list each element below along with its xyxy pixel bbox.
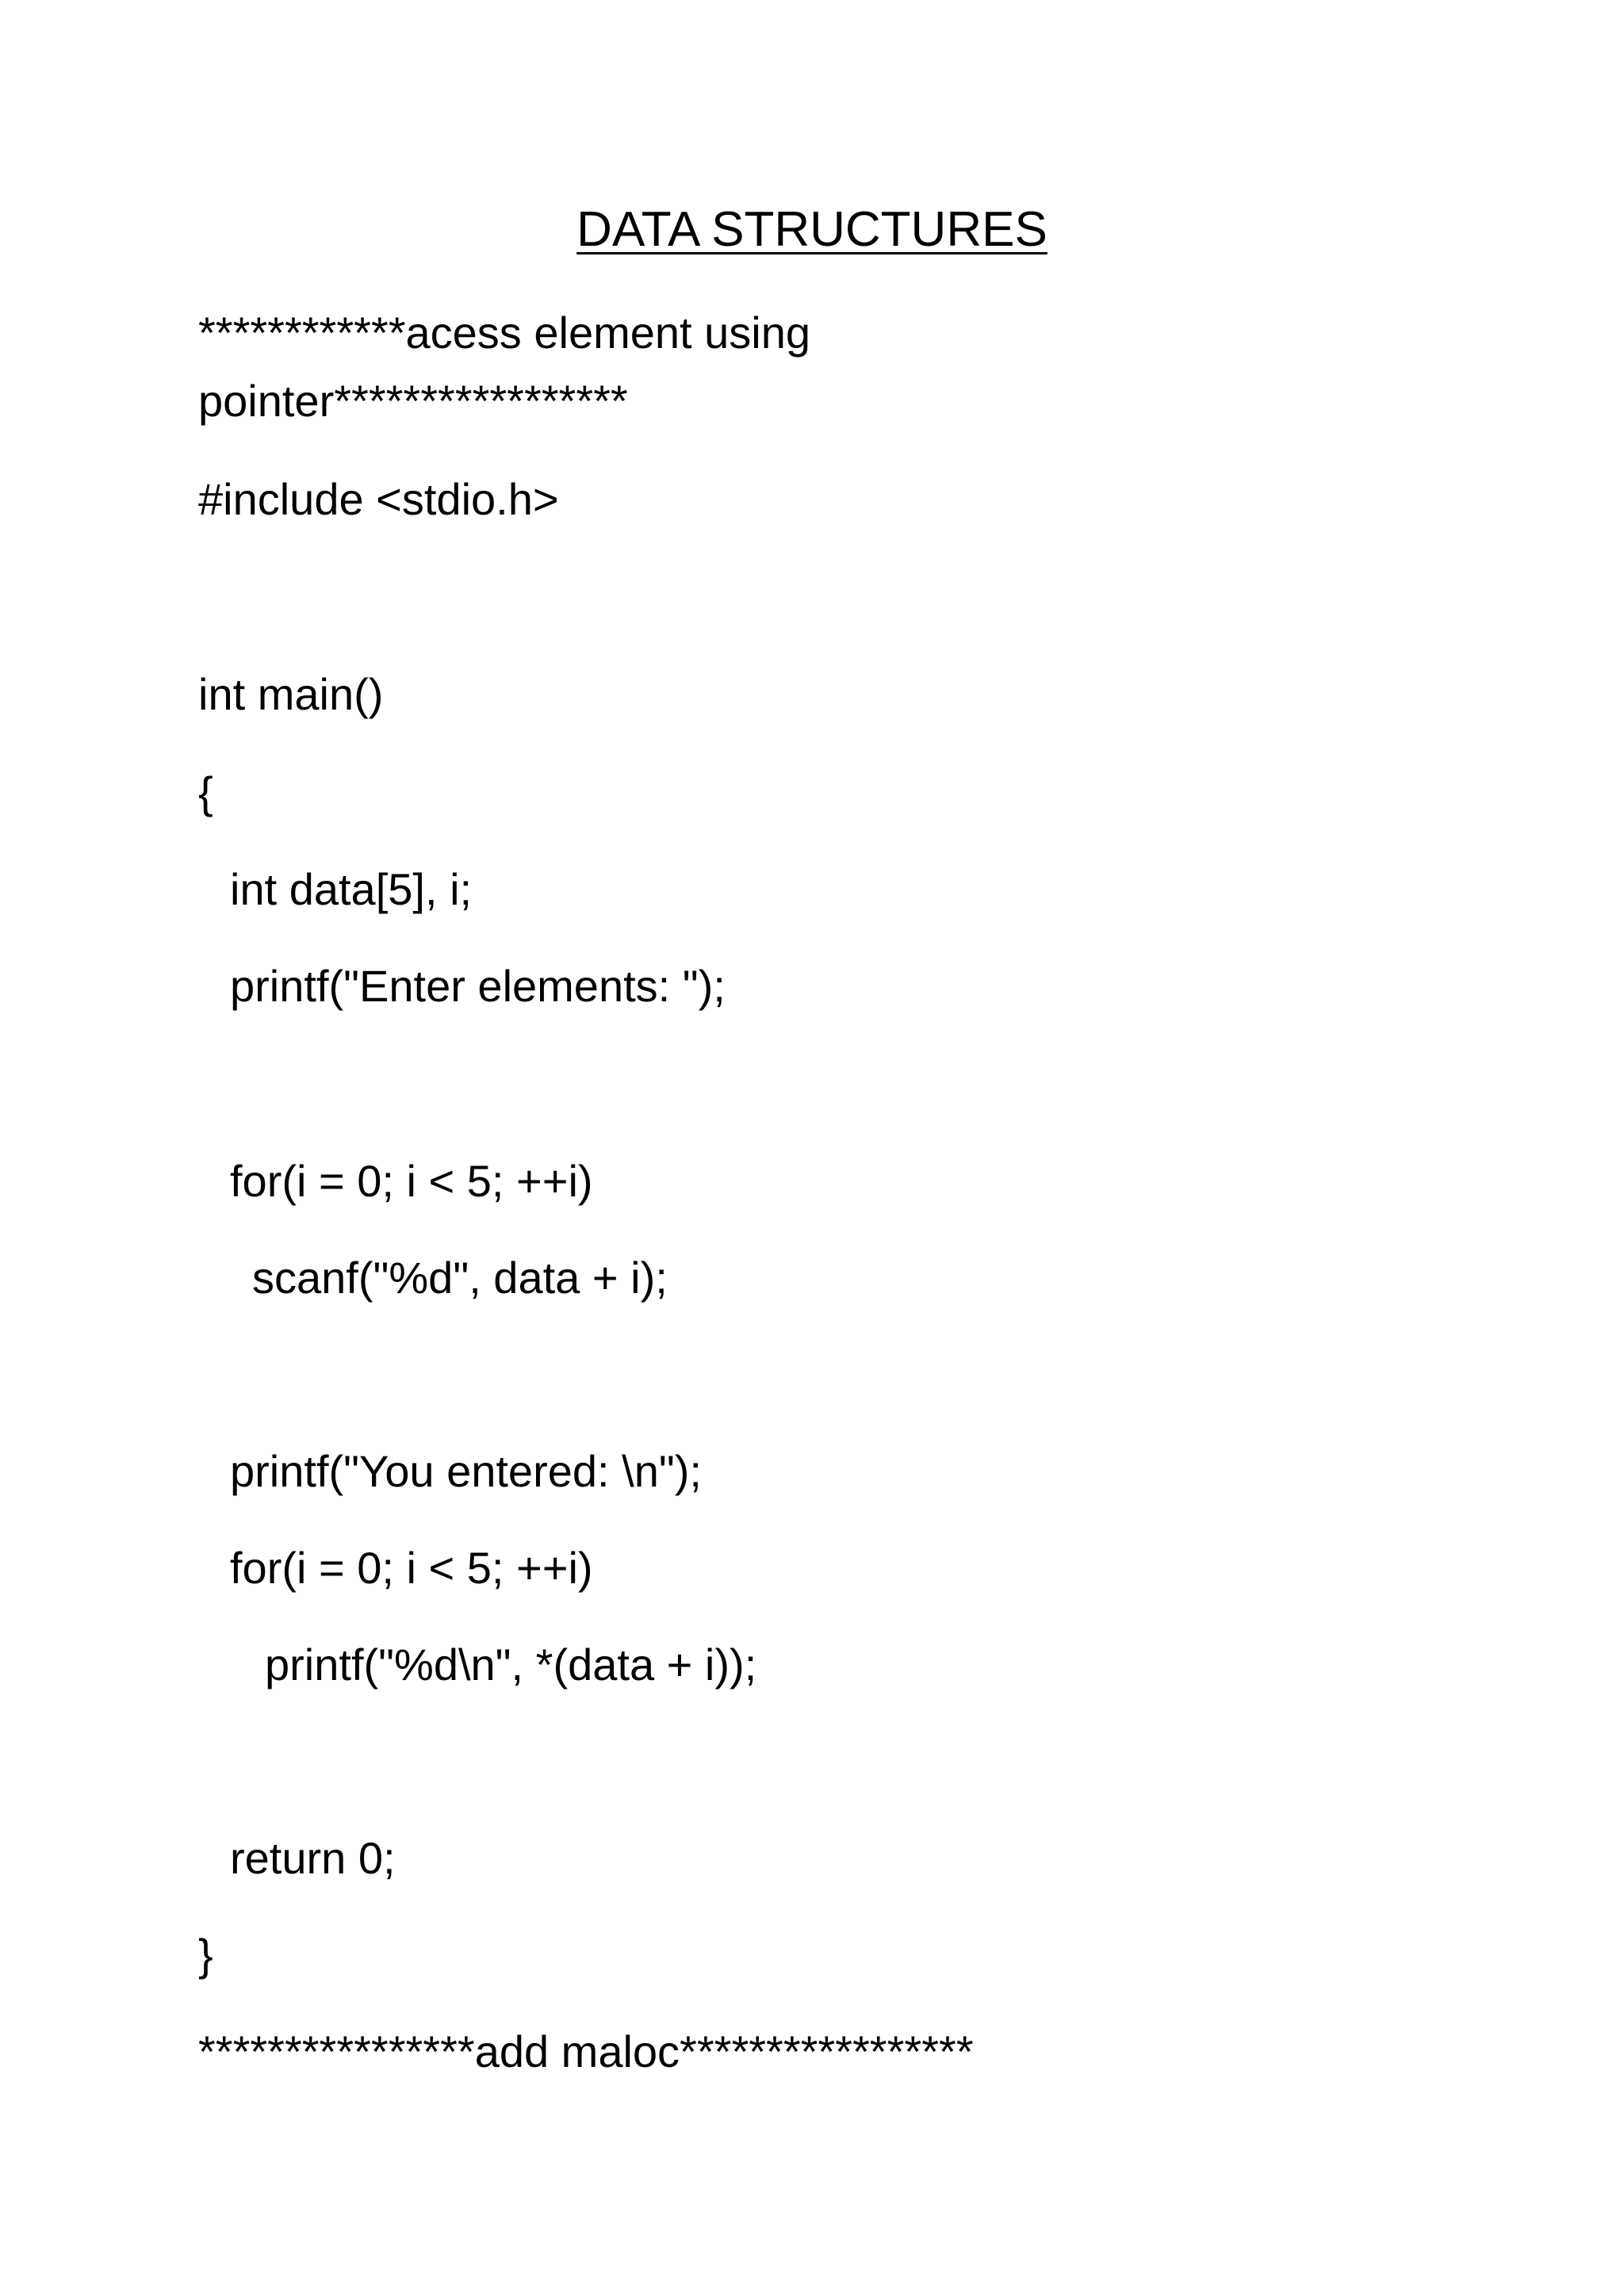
- page-title: DATA STRUCTURES: [576, 202, 1048, 257]
- code-line-close-brace: }: [198, 1930, 213, 1980]
- code-line-main: int main(): [198, 669, 384, 719]
- code-line-include: #include <stdio.h>: [198, 474, 559, 524]
- code-line-printf-prompt: printf("Enter elements: ");: [230, 961, 726, 1011]
- code-line-return: return 0;: [230, 1833, 396, 1883]
- code-line-for-output: for(i = 0; i < 5; ++i): [230, 1543, 593, 1593]
- code-line-printf-header: printf("You entered: \n");: [230, 1446, 702, 1496]
- code-line-open-brace: {: [198, 767, 213, 817]
- comment-line-malloc: ****************add maloc*****************: [198, 2026, 974, 2076]
- code-line-printf-value: printf("%d\n", *(data + i));: [265, 1640, 757, 1689]
- code-line-declaration: int data[5], i;: [230, 864, 473, 914]
- code-line-scanf: scanf("%d", data + i);: [252, 1253, 668, 1303]
- comment-line-continued: pointer*****************: [198, 376, 628, 426]
- comment-line: ************acess element using: [198, 308, 811, 358]
- code-line-for-input: for(i = 0; i < 5; ++i): [230, 1156, 593, 1206]
